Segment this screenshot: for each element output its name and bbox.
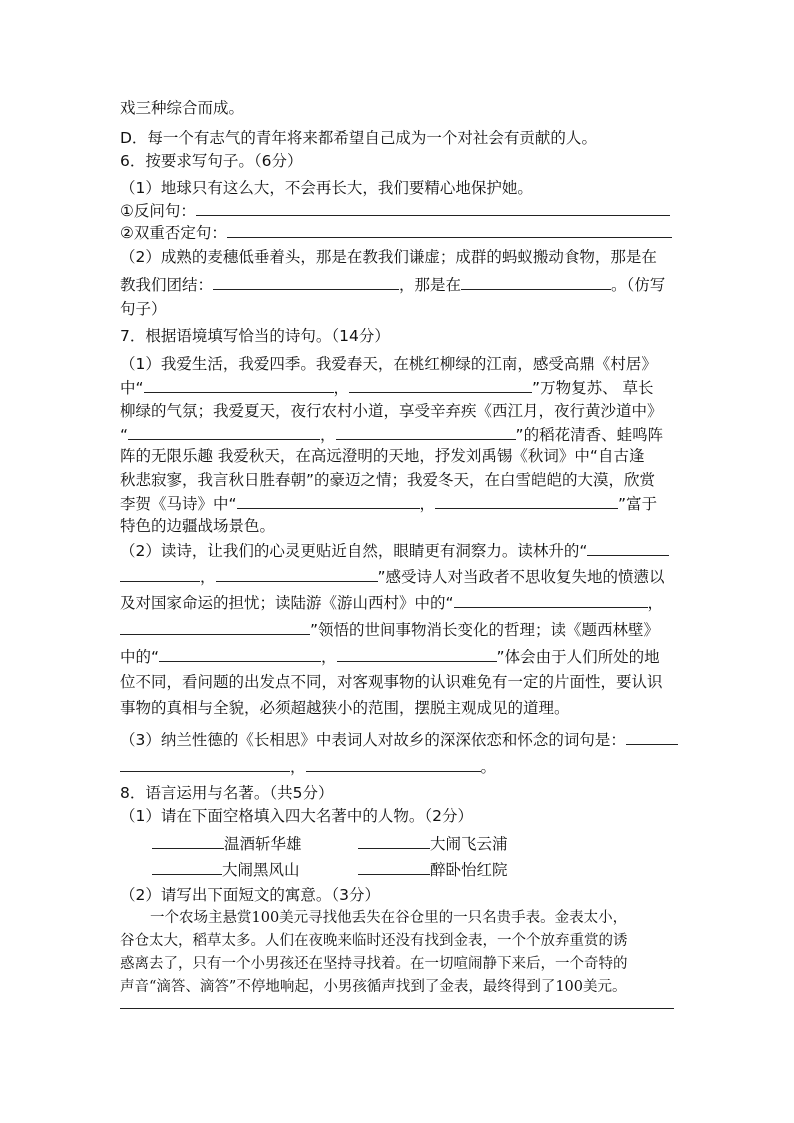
q7-p3-text: （3）纳兰性德的《长相思》中表词人对故乡的深深依恋和怀念的词句是：	[120, 731, 626, 749]
q6-imitation-row	[120, 274, 665, 295]
q7-p1-line-6: 秋悲寂寥，我言秋日胜春朝”的豪迈之情；我爱冬天，在白雪皑皑的大漠，欣赏	[120, 471, 656, 489]
q7-p1-text: ”万物复苏、 草长	[532, 379, 654, 397]
q7-p1-text: ，	[320, 426, 336, 444]
q7-p1-line-1: （1）我爱生活，我爱四季。我爱春天，在桃红柳绿的江南，感受高鼎《村居》	[120, 355, 657, 373]
q8-passage-line: 谷仓太大，稻草太多。人们在夜晚来临时还没有找到金表，一个个放弃重赏的诱	[120, 933, 628, 949]
q7-lulu-blank-2[interactable]	[120, 619, 310, 635]
q8-passage-line: 声音“滴答、滴答”不停地响起，小男孩循声找到了金表，最终得到了100美元。	[120, 979, 627, 995]
q8-passage-line: 惑离去了，只有一个小男孩还在坚持寻找着。在一切喧闹静下来后，一个奇特的	[120, 956, 628, 972]
q7-p2-line-6: 位不同，看问题的出发点不同，对客观事物的认识难免有一定的片面性，要认识	[120, 673, 663, 691]
q7-p2-line-4	[120, 619, 659, 640]
q8-sub-2: （2）请写出下面短文的寓意。（3分）	[120, 886, 380, 904]
q8-item-row-4	[358, 859, 508, 880]
q7-p1-text: 中“	[120, 379, 144, 397]
q7-p3-text: ，	[290, 758, 306, 776]
q7-changxiangsi-blank-1b[interactable]	[120, 756, 290, 772]
q7-xilinbi-blank-2[interactable]	[337, 646, 497, 662]
q7-changxiangsi-blank-2[interactable]	[306, 756, 481, 772]
q6-rhetorical-row	[120, 200, 670, 221]
q8-character-blank-3[interactable]	[152, 859, 222, 875]
q7-xijiangyue-blank-1[interactable]	[128, 424, 320, 440]
q6-sentence-2: （2）成熟的麦穗低垂着头，那是在教我们谦虚；成群的蚂蚁搬动食物，那是在	[120, 248, 657, 266]
q7-cunju-blank-2[interactable]	[349, 377, 532, 393]
q6-imitation-blank-1[interactable]	[213, 274, 399, 290]
q6-title: 6．按要求写句子。（6分）	[120, 152, 303, 170]
q8-item-row-1	[152, 833, 302, 854]
q7-changxiangsi-blank-1a[interactable]	[626, 729, 678, 745]
q7-p2-text: ”体会由于人们所处的地	[496, 648, 660, 666]
q8-character-blank-1[interactable]	[152, 833, 224, 849]
q6-double-negative-answer-blank[interactable]	[227, 222, 672, 238]
q7-mashi-blank-2[interactable]	[435, 493, 618, 509]
q7-p1-text: “	[120, 426, 129, 444]
q7-p2-text: ”感受诗人对当政者不思收复失地的愤懑以	[377, 568, 665, 586]
q8-answer-line[interactable]	[120, 1008, 674, 1009]
q5-continuation: 戏三种综合而成。	[120, 99, 245, 117]
q8-passage-line: 一个农场主悬赏100美元寻找他丢失在谷仓里的一只名贵手表。金表太小，	[150, 910, 628, 926]
q5-option-d: D．每一个有志气的青年将来都希望自己成为一个对社会有贡献的人。	[120, 129, 597, 147]
q7-p2-text: ”领悟的世间事物消长变化的哲理；读《题西林壁》	[310, 621, 660, 639]
q7-mashi-blank-1[interactable]	[237, 493, 420, 509]
q6-double-negative-row	[120, 222, 672, 243]
q7-p1-line-8: 特色的边疆战场景色。	[120, 517, 276, 535]
q6-rhetorical-label: ①反问句：	[120, 202, 196, 220]
q8-sub-1: （1）请在下面空格填入四大名著中的人物。（2分）	[120, 807, 473, 825]
q6-imitation-suffix: 。（仿写	[611, 276, 666, 294]
q7-p2-line-5	[120, 646, 660, 667]
q7-p1-line-7	[120, 493, 657, 514]
q7-p1-line-5: 阵的无限乐趣 我爱秋天，在高远澄明的天地，抒发刘禹锡《秋词》中“自古逢	[120, 447, 645, 465]
q7-p1-line-2	[120, 377, 654, 398]
q7-p2-line-3	[120, 592, 663, 613]
q7-linsheng-blank-1b[interactable]	[120, 566, 200, 582]
q7-xilinbi-blank-1[interactable]	[159, 646, 321, 662]
q7-p2-text: ，	[647, 594, 664, 612]
q7-p1-line-4	[120, 424, 663, 445]
q8-title: 8．语言运用与名著。（共5分）	[120, 784, 334, 802]
q6-imitation-end: 句子）	[120, 300, 167, 318]
q7-p2-text: （2）读诗，让我们的心灵更贴近自然，眼睛更有洞察力。读林升的“	[120, 542, 588, 560]
q7-p2-text: 中的“	[120, 648, 160, 666]
q7-p3-line-1	[120, 729, 678, 750]
q7-p2-line-2	[120, 566, 665, 587]
q7-p2-text: 及对国家命运的担忧；读陆游《游山西村》中的“	[120, 594, 454, 612]
q7-p1-text: ，	[333, 379, 350, 397]
q7-p2-line-7: 事物的真相与全貌，必须超越狭小的范围，摆脱主观成见的道理。	[120, 699, 570, 717]
q7-p3-text: 。	[480, 758, 497, 776]
q8-character-blank-2[interactable]	[358, 833, 430, 849]
q6-double-negative-label: ②双重否定句：	[120, 224, 227, 242]
q7-p1-text: 李贺《马诗》中“	[120, 495, 237, 513]
q7-p1-line-3: 柳绿的气氛；我爱夏天，夜行农村小道，享受辛弃疾《西江月，夜行黄沙道中》	[120, 402, 663, 420]
q7-xijiangyue-blank-2[interactable]	[336, 424, 516, 440]
q6-imitation-mid: ，那是在	[399, 276, 462, 294]
q7-p2-line-1	[120, 540, 669, 561]
q7-p2-text: ，	[321, 648, 337, 666]
q6-imitation-blank-2[interactable]	[461, 274, 611, 290]
q8-item-label: 大闹黑风山	[222, 861, 300, 879]
q8-item-row-2	[358, 833, 508, 854]
q6-sentence-1: （1）地球只有这么大，不会再长大，我们要精心地保护她。	[120, 179, 533, 197]
q7-cunju-blank-1[interactable]	[144, 377, 334, 393]
q8-character-blank-4[interactable]	[358, 859, 430, 875]
q7-p1-text: ，	[419, 495, 436, 513]
q8-item-label: 温酒斩华雄	[224, 835, 302, 853]
q6-imitation-prefix: 教我们团结：	[120, 276, 214, 294]
q7-title: 7．根据语境填写恰当的诗句。（14分）	[120, 327, 390, 345]
q8-item-row-3	[152, 859, 300, 880]
q7-linsheng-blank-1a[interactable]	[587, 540, 669, 556]
q7-p3-line-2	[120, 756, 496, 777]
q8-item-label: 醉卧怡红院	[430, 861, 508, 879]
q7-linsheng-blank-2[interactable]	[216, 566, 378, 582]
q7-lulu-blank-1[interactable]	[454, 592, 648, 608]
q7-p1-text: ”富于	[618, 495, 658, 513]
q6-rhetorical-answer-blank[interactable]	[196, 200, 670, 216]
q7-p1-text: ”的稻花清香、蛙鸣阵	[515, 426, 664, 444]
q7-p2-text: ，	[200, 568, 216, 586]
q8-item-label: 大闹飞云浦	[430, 835, 508, 853]
